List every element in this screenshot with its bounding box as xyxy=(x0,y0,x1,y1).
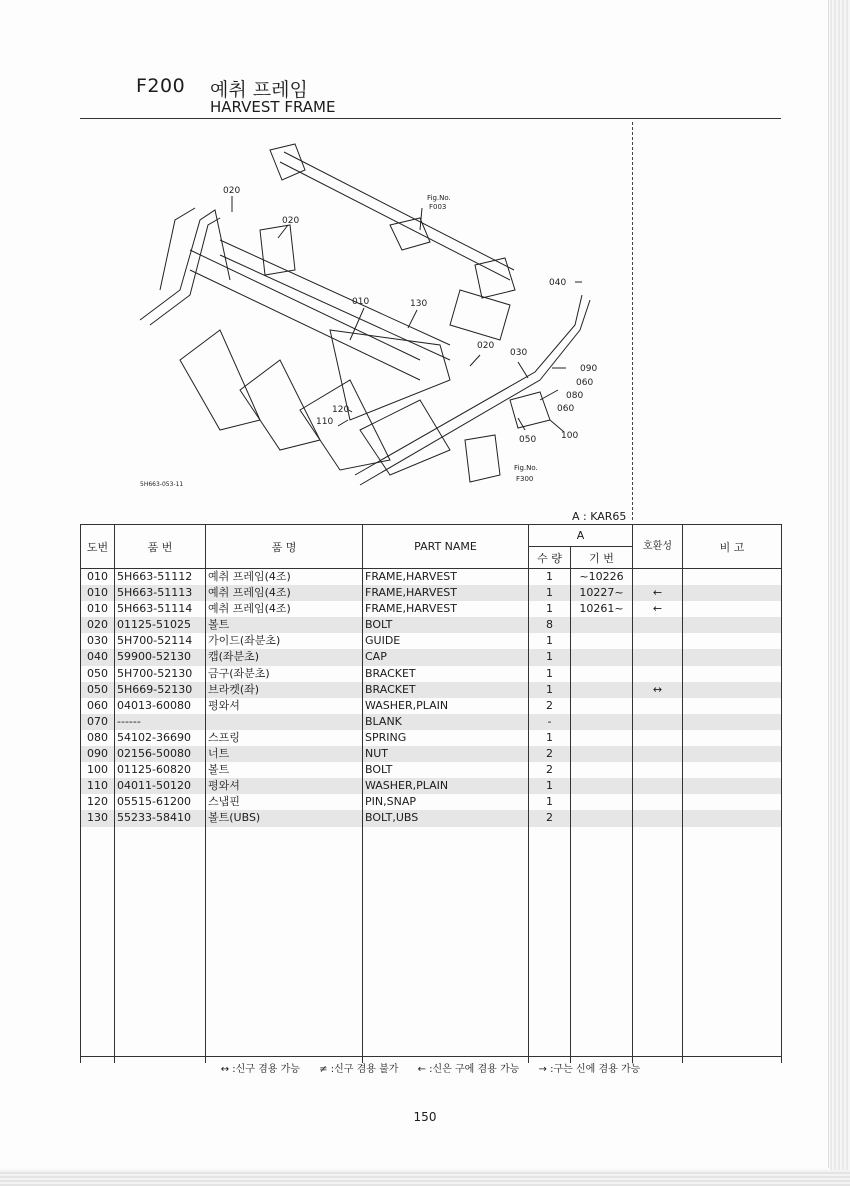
row-remarks xyxy=(683,794,782,810)
table-row xyxy=(81,730,782,746)
col-header-remarks: 비 고 xyxy=(683,525,782,569)
row-no: 010 xyxy=(81,601,115,617)
row-part-name: GUIDE xyxy=(363,633,529,649)
row-qty: 2 xyxy=(529,810,571,826)
row-qty: 1 xyxy=(529,666,571,682)
row-qty: 1 xyxy=(529,778,571,794)
row-name-ko: 평와셔 xyxy=(206,698,363,714)
col-header-qty: 수 량 xyxy=(529,547,571,569)
table-row xyxy=(81,714,782,730)
row-name-ko: 예취 프레임(4조) xyxy=(206,569,363,586)
row-name-ko: 브라켓(좌) xyxy=(206,682,363,698)
row-qty: 1 xyxy=(529,649,571,665)
parts-table xyxy=(80,524,782,1063)
row-qty: 1 xyxy=(529,585,571,601)
row-no: 080 xyxy=(81,730,115,746)
filler-cell xyxy=(683,827,782,1063)
page-edge-bottom xyxy=(0,1170,850,1186)
row-part-name: BOLT,UBS xyxy=(363,810,529,826)
row-compat xyxy=(633,633,683,649)
callout-020c: 020 xyxy=(477,341,495,351)
row-qty: 2 xyxy=(529,746,571,762)
row-no: 020 xyxy=(81,617,115,633)
row-part-name: PIN,SNAP xyxy=(363,794,529,810)
row-name-ko: 예취 프레임(4조) xyxy=(206,585,363,601)
legend-item-both: ↔ :신구 겸용 가능 xyxy=(220,1064,300,1075)
row-part-name: BLANK xyxy=(363,714,529,730)
callout-100: 100 xyxy=(561,431,579,441)
row-remarks xyxy=(683,682,782,698)
row-name-ko: 예취 프레임(4조) xyxy=(206,601,363,617)
filler-cell xyxy=(206,827,363,1063)
row-no: 110 xyxy=(81,778,115,794)
col-header-no: 도번 xyxy=(81,525,115,569)
table-row xyxy=(81,810,782,826)
fig-ref-label-a: Fig.No. xyxy=(427,194,451,202)
row-serial xyxy=(571,810,633,826)
row-name-ko: 너트 xyxy=(206,746,363,762)
row-compat xyxy=(633,617,683,633)
row-remarks xyxy=(683,585,782,601)
section-code: F200 xyxy=(136,75,186,97)
table-row xyxy=(81,794,782,810)
fig-ref-label-b: Fig.No. xyxy=(514,464,538,472)
row-compat xyxy=(633,810,683,826)
filler-cell xyxy=(81,827,115,1063)
row-serial xyxy=(571,617,633,633)
row-serial xyxy=(571,730,633,746)
page-edge-right xyxy=(830,0,850,1186)
row-remarks xyxy=(683,633,782,649)
row-qty: 8 xyxy=(529,617,571,633)
callout-020b: 020 xyxy=(282,216,300,226)
row-compat xyxy=(633,666,683,682)
legend-item-none: ≠ :신구 겸용 불가 xyxy=(319,1064,399,1075)
row-qty: 2 xyxy=(529,762,571,778)
col-header-part-name: PART NAME xyxy=(363,525,529,569)
row-part-name: CAP xyxy=(363,649,529,665)
table-row xyxy=(81,633,782,649)
row-compat: ← xyxy=(633,585,683,601)
table-row xyxy=(81,666,782,682)
col-header-group-a: A xyxy=(529,525,633,547)
header-rule xyxy=(80,118,781,119)
row-name-ko: 평와셔 xyxy=(206,778,363,794)
row-name-ko: 가이드(좌분초) xyxy=(206,633,363,649)
row-qty: 1 xyxy=(529,601,571,617)
row-qty: 1 xyxy=(529,682,571,698)
compatibility-legend xyxy=(80,1060,781,1075)
row-part-no: 59900-52130 xyxy=(115,649,206,665)
row-remarks xyxy=(683,762,782,778)
row-qty: 1 xyxy=(529,569,571,586)
callout-120: 120 xyxy=(332,405,350,415)
row-no: 130 xyxy=(81,810,115,826)
row-remarks xyxy=(683,746,782,762)
row-part-no: 5H700-52130 xyxy=(115,666,206,682)
row-compat: ↔ xyxy=(633,682,683,698)
callout-060b: 060 xyxy=(557,404,575,414)
filler-cell xyxy=(633,827,683,1063)
table-row xyxy=(81,617,782,633)
row-part-no: 04011-50120 xyxy=(115,778,206,794)
fig-ref-number-b: F300 xyxy=(516,475,534,483)
table-row xyxy=(81,762,782,778)
row-serial xyxy=(571,698,633,714)
row-name-ko: 볼트 xyxy=(206,762,363,778)
row-no: 050 xyxy=(81,682,115,698)
callout-020a: 020 xyxy=(223,186,241,196)
row-compat xyxy=(633,794,683,810)
row-serial: 10261~ xyxy=(571,601,633,617)
filler-cell xyxy=(571,827,633,1063)
row-part-no: 5H700-52114 xyxy=(115,633,206,649)
row-name-ko xyxy=(206,714,363,730)
row-part-name: SPRING xyxy=(363,730,529,746)
row-part-no: 5H663-51113 xyxy=(115,585,206,601)
row-compat xyxy=(633,714,683,730)
table-row xyxy=(81,569,782,586)
drawing-id: 5H663-053-11 xyxy=(140,481,184,488)
row-no: 060 xyxy=(81,698,115,714)
row-qty: 1 xyxy=(529,794,571,810)
row-no: 070 xyxy=(81,714,115,730)
table-row xyxy=(81,746,782,762)
row-serial xyxy=(571,682,633,698)
row-serial xyxy=(571,778,633,794)
row-serial xyxy=(571,794,633,810)
row-part-no: 5H663-51114 xyxy=(115,601,206,617)
row-part-no: 5H663-51112 xyxy=(115,569,206,586)
fig-ref-number-a: F003 xyxy=(429,203,447,211)
row-part-no: 54102-36690 xyxy=(115,730,206,746)
row-part-no: 02156-50080 xyxy=(115,746,206,762)
model-reference: A : KAR65 xyxy=(572,510,627,523)
callout-130: 130 xyxy=(410,299,428,309)
section-title-ko: 예취 프레임 xyxy=(210,79,308,101)
col-header-serial: 기 번 xyxy=(571,547,633,569)
callout-050: 050 xyxy=(519,435,537,445)
filler-cell xyxy=(363,827,529,1063)
table-row xyxy=(81,698,782,714)
row-qty: 1 xyxy=(529,633,571,649)
row-compat xyxy=(633,698,683,714)
row-part-no: 04013-60080 xyxy=(115,698,206,714)
row-part-no: 05515-61200 xyxy=(115,794,206,810)
row-serial xyxy=(571,762,633,778)
row-remarks xyxy=(683,730,782,746)
col-header-compat: 호환성 xyxy=(633,525,683,569)
row-name-ko: 캡(좌분초) xyxy=(206,649,363,665)
callout-060a: 060 xyxy=(576,378,594,388)
row-no: 010 xyxy=(81,569,115,586)
row-no: 010 xyxy=(81,585,115,601)
table-row xyxy=(81,682,782,698)
row-remarks xyxy=(683,810,782,826)
footer-rule xyxy=(80,1056,781,1057)
row-remarks xyxy=(683,617,782,633)
col-header-part-no: 품 번 xyxy=(115,525,206,569)
legend-item-new-to-old: ← :신은 구에 겸용 가능 xyxy=(417,1064,520,1075)
row-no: 120 xyxy=(81,794,115,810)
row-part-name: FRAME,HARVEST xyxy=(363,601,529,617)
row-no: 040 xyxy=(81,649,115,665)
row-part-name: FRAME,HARVEST xyxy=(363,569,529,586)
callout-040: 040 xyxy=(549,278,567,288)
row-serial xyxy=(571,666,633,682)
row-serial xyxy=(571,714,633,730)
row-serial xyxy=(571,633,633,649)
row-no: 090 xyxy=(81,746,115,762)
row-remarks xyxy=(683,649,782,665)
row-serial: 10227~ xyxy=(571,585,633,601)
row-part-no: 01125-51025 xyxy=(115,617,206,633)
row-part-no: 5H669-52130 xyxy=(115,682,206,698)
filler-cell xyxy=(115,827,206,1063)
row-part-name: FRAME,HARVEST xyxy=(363,585,529,601)
row-name-ko: 금구(좌분초) xyxy=(206,666,363,682)
table-row xyxy=(81,778,782,794)
row-part-name: WASHER,PLAIN xyxy=(363,698,529,714)
row-no: 100 xyxy=(81,762,115,778)
row-compat xyxy=(633,569,683,586)
row-serial: ~10226 xyxy=(571,569,633,586)
table-row xyxy=(81,585,782,601)
exploded-parts-diagram xyxy=(120,130,630,500)
callout-030: 030 xyxy=(510,348,528,358)
row-qty: - xyxy=(529,714,571,730)
row-no: 030 xyxy=(81,633,115,649)
row-compat xyxy=(633,730,683,746)
row-part-name: NUT xyxy=(363,746,529,762)
row-part-no: 01125-60820 xyxy=(115,762,206,778)
callout-010: 010 xyxy=(352,297,370,307)
callout-080: 080 xyxy=(566,391,584,401)
dashed-divider xyxy=(632,122,633,520)
row-name-ko: 스프링 xyxy=(206,730,363,746)
row-compat xyxy=(633,778,683,794)
row-serial xyxy=(571,746,633,762)
section-title-en: HARVEST FRAME xyxy=(210,98,336,116)
row-part-name: BRACKET xyxy=(363,666,529,682)
row-part-name: BOLT xyxy=(363,762,529,778)
row-serial xyxy=(571,649,633,665)
row-qty: 2 xyxy=(529,698,571,714)
row-part-no: 55233-58410 xyxy=(115,810,206,826)
callout-110: 110 xyxy=(316,417,334,427)
row-name-ko: 스냅핀 xyxy=(206,794,363,810)
legend-item-old-to-new: → :구는 신에 겸용 가능 xyxy=(538,1064,641,1075)
row-name-ko: 볼트 xyxy=(206,617,363,633)
row-remarks xyxy=(683,601,782,617)
row-compat xyxy=(633,746,683,762)
row-compat: ← xyxy=(633,601,683,617)
row-part-name: BRACKET xyxy=(363,682,529,698)
row-part-name: WASHER,PLAIN xyxy=(363,778,529,794)
table-filler-row xyxy=(81,827,782,1063)
row-remarks xyxy=(683,778,782,794)
callout-090: 090 xyxy=(580,364,598,374)
page-number: 150 xyxy=(413,1110,437,1124)
row-no: 050 xyxy=(81,666,115,682)
row-name-ko: 볼트(UBS) xyxy=(206,810,363,826)
row-remarks xyxy=(683,569,782,586)
col-header-name-ko: 품 명 xyxy=(206,525,363,569)
row-remarks xyxy=(683,666,782,682)
row-part-no: ------ xyxy=(115,714,206,730)
row-remarks xyxy=(683,714,782,730)
table-row xyxy=(81,601,782,617)
table-row xyxy=(81,649,782,665)
row-remarks xyxy=(683,698,782,714)
row-compat xyxy=(633,762,683,778)
filler-cell xyxy=(529,827,571,1063)
row-compat xyxy=(633,649,683,665)
row-part-name: BOLT xyxy=(363,617,529,633)
row-qty: 1 xyxy=(529,730,571,746)
